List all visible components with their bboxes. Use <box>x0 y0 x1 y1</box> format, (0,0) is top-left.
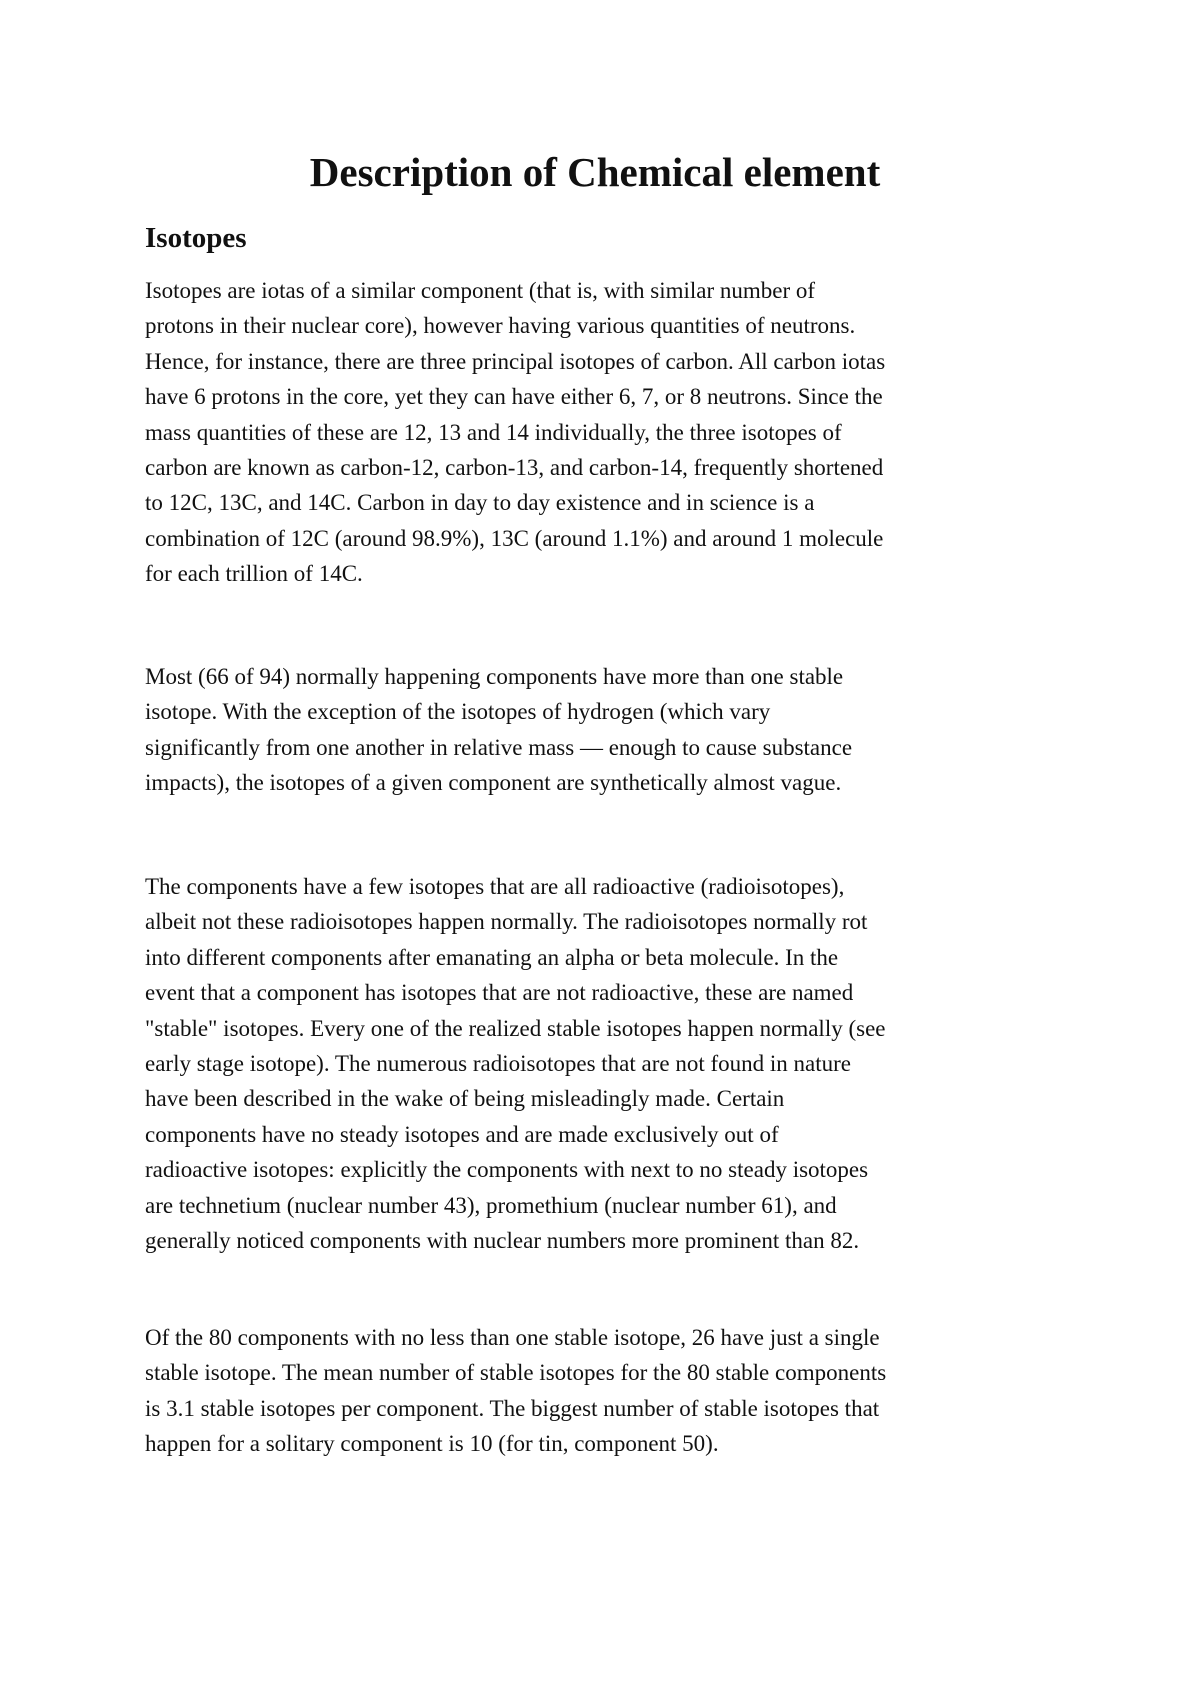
text-line: albeit not these radioisotopes happen normally. The radioisotopes normally rot <box>145 909 868 935</box>
text-line: The components have a few isotopes that are all radioactive (radioisotopes), <box>145 874 845 899</box>
text-line: carbon are known as carbon-12, carbon-13, and carbon-14, frequently shortened <box>145 455 884 481</box>
document-page <box>145 0 1075 1698</box>
text-line: components have no steady isotopes and are made exclusively out of <box>145 1121 779 1147</box>
text-line: event that a component has isotopes that are not radioactive, these are named <box>145 980 854 1006</box>
document-title: Description of Chemical element <box>309 149 881 195</box>
text-line: are technetium (nuclear number 43), promethium (nuclear number 61), and <box>145 1192 837 1218</box>
paragraph-4 <box>145 1320 1075 1462</box>
text-line: into different components after emanating an alpha or beta molecule. In the <box>145 944 839 970</box>
text-line: radioactive isotopes: explicitly the components with next to no steady isotopes <box>145 1157 869 1183</box>
text-line: protons in their nuclear core), however having various quantities of neutrons. <box>145 313 856 339</box>
text-line: Hence, for instance, there are three principal isotopes of carbon. All carbon iotas <box>145 348 886 374</box>
text-line: early stage isotope). The numerous radioisotopes that are not found in nature <box>145 1051 851 1077</box>
text-line: Isotopes are iotas of a similar component (that is, with similar number of <box>145 278 816 303</box>
text-line: have 6 protons in the core, yet they can have either 6, 7, or 8 neutrons. Since the <box>145 384 883 410</box>
text-line: is 3.1 stable isotopes per component. The biggest number of stable isotopes that <box>145 1395 880 1421</box>
text-line: "stable" isotopes. Every one of the realized stable isotopes happen normally (see <box>145 1015 886 1041</box>
text-line: happen for a solitary component is 10 (for tin, component 50). <box>145 1431 719 1457</box>
text-line: to 12C, 13C, and 14C. Carbon in day to day existence and in science is a <box>145 490 815 516</box>
text-line: isotope. With the exception of the isotopes of hydrogen (which vary <box>145 699 771 725</box>
text-line: mass quantities of these are 12, 13 and 14 individually, the three isotopes of <box>145 419 842 445</box>
text-line: Of the 80 components with no less than one stable isotope, 26 have just a single <box>145 1325 880 1350</box>
section-heading-isotopes: Isotopes <box>145 222 247 254</box>
text-line: Most (66 of 94) normally happening components have more than one stable <box>145 664 844 689</box>
paragraph-3 <box>145 869 1075 1258</box>
text-line: generally noticed components with nuclear numbers more prominent than 82. <box>145 1228 860 1254</box>
text-line: combination of 12C (around 98.9%), 13C (around 1.1%) and around 1 molecule <box>145 525 884 551</box>
text-line: have been described in the wake of being misleadingly made. Certain <box>145 1086 785 1112</box>
paragraph-2 <box>145 659 1075 801</box>
text-line: significantly from one another in relative mass — enough to cause substance <box>145 734 853 760</box>
text-line: impacts), the isotopes of a given component are synthetically almost vague. <box>145 770 842 796</box>
text-line: for each trillion of 14C. <box>145 561 363 587</box>
paragraph-1 <box>145 273 1075 592</box>
text-line: stable isotope. The mean number of stable isotopes for the 80 stable components <box>145 1360 887 1386</box>
